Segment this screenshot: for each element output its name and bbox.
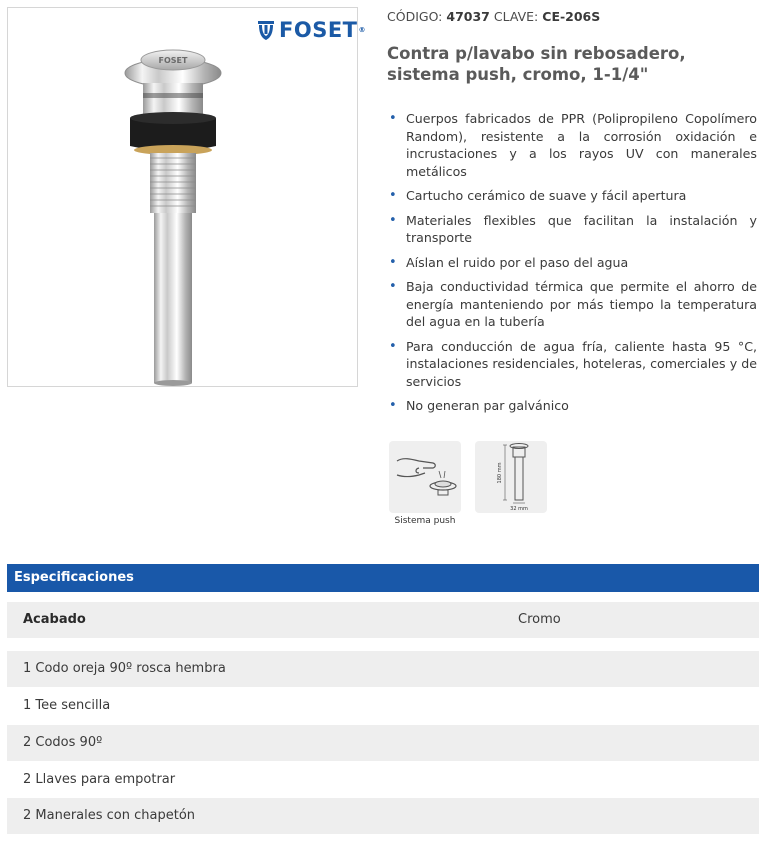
- push-system-icon: [389, 441, 461, 513]
- dimensions-icon-card: [475, 441, 547, 513]
- product-code-line: [387, 9, 600, 24]
- feature-item: • Aíslan el ruido por el paso del agua: [387, 254, 757, 272]
- registered-mark: ®: [358, 26, 366, 34]
- feature-item: • Para conducción de agua fría, caliente hasta 95 °C, instalaciones residenciales, hoteleras, comerciales y de servicios: [387, 338, 757, 391]
- svg-text:FOSET: FOSET: [158, 56, 188, 65]
- feature-list: [387, 110, 757, 422]
- dimension-height-label: 180 mm: [497, 462, 503, 484]
- dimensions-diagram-icon: [475, 441, 547, 513]
- table-row: 1 Tee sencilla: [23, 698, 111, 713]
- code-label: CÓDIGO:: [387, 9, 443, 24]
- product-title: Contra p/lavabo sin rebosadero, sistema push, cromo, 1-1/4": [387, 44, 686, 84]
- key-value: CE-206S: [542, 9, 601, 24]
- feature-item: • Cartucho cerámico de suave y fácil apertura: [387, 187, 757, 205]
- feature-item: • No generan par galvánico: [387, 397, 757, 415]
- push-system-caption: Sistema push: [394, 516, 456, 526]
- spec-row-finish: [7, 602, 759, 638]
- feature-item: • Cuerpos fabricados de PPR (Polipropileno Copolímero Random), resistente a la corrosión oxidación e incrustaciones y a los rayos UV con manerales metálicos: [387, 110, 757, 180]
- table-row: 1 Codo oreja 90º rosca hembra: [7, 651, 759, 687]
- finish-value: Cromo: [518, 612, 561, 627]
- table-row: 2 Codos 90º: [7, 725, 759, 761]
- code-value: 47037: [446, 9, 490, 24]
- dimension-width-label: 32 mm: [510, 506, 528, 512]
- table-row: 2 Manerales con chapetón: [7, 798, 759, 834]
- product-image-panel: [7, 7, 366, 387]
- push-system-icon-card: [389, 441, 461, 513]
- foset-emblem-icon: [256, 19, 276, 41]
- key-label: CLAVE:: [493, 9, 539, 24]
- feature-item: • Materiales flexibles que facilitan la instalación y transporte: [387, 212, 757, 247]
- brand-logo: [256, 18, 366, 42]
- drain-product-image: [118, 38, 248, 388]
- finish-label: Acabado: [23, 612, 86, 627]
- feature-item: • Baja conductividad térmica que permite el ahorro de energía manteniendo por más tiempo la temperatura del agua en la tubería: [387, 278, 757, 331]
- table-row: 2 Llaves para empotrar: [23, 772, 176, 787]
- brand-name: FOSET: [279, 18, 358, 42]
- specifications-header: Especificaciones: [7, 564, 759, 592]
